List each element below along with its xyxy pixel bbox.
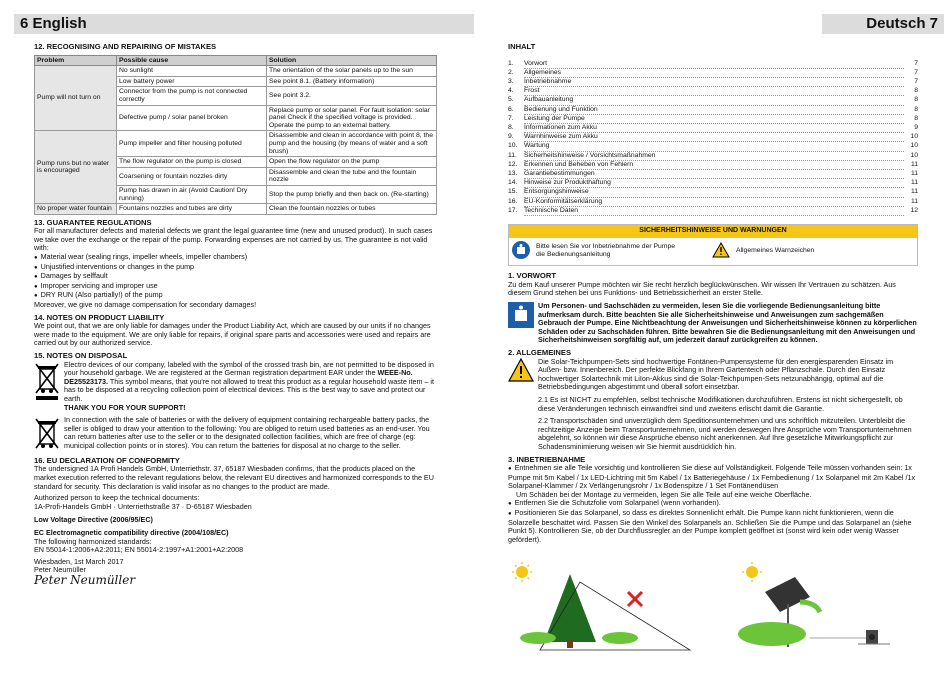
auth-person: Authorized person to keep the technical documents: (34, 493, 200, 503)
warning-triangle-icon (712, 242, 730, 262)
toc-number: 1. (508, 59, 514, 67)
list-item-continuation: Um Schäden bei der Montage zu vermeiden, legen Sie alle Teile auf eine weiche Oberfläche. (516, 489, 812, 499)
sun-icon (742, 562, 762, 582)
place-date: Wiesbaden, 1st March 2017 (34, 556, 124, 566)
pump-icon (810, 630, 890, 644)
warning-icon (508, 358, 538, 452)
toc-title-text: Garantiebestimmungen (524, 170, 904, 179)
thanks-text: THANK YOU FOR YOUR SUPPORT! (64, 402, 186, 412)
table-of-contents (508, 60, 918, 216)
section-1-text: Zu dem Kauf unserer Pumpe möchten wir Sie recht herzlich beglückwünschen. Wir wissen Ihr Vertrauen zu schätzen. Aus diesem Grund stehen bei uns Funktions- und Betriebssicherheit an erster Stelle. (508, 279, 896, 298)
list-item: ● Positionieren Sie das Solarpanel, so dass es direktes Sonnenlicht erhält. Die Pumpe kann nicht funktionieren, wenn die Solarzelle beschattet wird. Passen Sie den Winkel des Solarpanels an. Schließen Sie die Pumpe und das Solarpanel an (siehe Punkt 5). Kontrollieren Sie, ob der Durchflussregler an der Pumpe komplett geöffnet ist (sonst wird kein oder wenig Wasser gefördert). (508, 509, 918, 544)
cause-cell: Coarsening or fountain nozzles dirty (117, 167, 267, 185)
toc-number: 13. (508, 170, 518, 178)
battery-bin-icon (34, 416, 64, 453)
toc-row (508, 106, 918, 115)
section-1-bold: Um Personen- und Sachschäden zu vermeiden, lesen Sie die vorliegende Bedienungsanleitung bitte aufmerksam durch. Bitte beachten Sie alle Sicherheitshinweise und Anweisungen zum sachgemäßen Gebrauch der Pumpe. Eine Nichtbeachtung der Anweisungen und Sicherheitshinweise können zu körperlichen Schäden oder zu Sachschäden führen. Bitte bewahren Sie die Bedienungsanleitung mit den Anweisungen und Sicherheitshinweisen sorgfältig auf, um jederzeit darauf zurückgreifen zu können. (538, 301, 917, 345)
list-item: ● Material wear (sealing rings, impeller wheels, impeller chambers) (34, 253, 437, 263)
toc-page: 11 (910, 160, 918, 168)
toc-row (508, 69, 918, 78)
toc-page: 7 (914, 78, 918, 85)
toc-number: 5. (508, 96, 514, 104)
toc-page: 9 (914, 124, 918, 132)
toc-number: 17. (508, 206, 518, 214)
toc-row (508, 170, 918, 179)
standards-intro: The following harmonized standards: (34, 536, 152, 546)
toc-page: 7 (914, 68, 918, 76)
signature: Peter Neumüller (34, 572, 136, 587)
toc-title-text: Bedienung und Funktion (524, 106, 904, 115)
toc-title-text: Hinweise zur Produkthaftung (524, 179, 904, 188)
toc-row (508, 179, 918, 188)
solution-cell: The orientation of the solar panels up to the sun (267, 66, 437, 77)
read-manual-icon (512, 241, 530, 263)
toc-title-text: Technische Daten (524, 207, 904, 216)
section-13-text: For all manufacturer defects and material defects we grant the legal guarantee time (new and unused product). In such cases we take over the exchange or the repair of the pump. Forwarding expenses are not carried by us. The guarantee is not valid with: (34, 226, 433, 253)
toc-page: 11 (910, 197, 918, 205)
toc-number: 16. (508, 197, 518, 205)
solution-cell: Stop the pump briefly and then back on. (Re-starting) (267, 185, 437, 203)
section-16-text: The undersigned 1A Profi Handels GmbH, Unterriethstr. 37, 65187 Wiesbaden confirms, that the products placed on the market execution referred to the relevant regulations below, the relevant EU directives and harmonized corresponds to the EU standard for security. This declaration is valid insofar as no changes to the product are made. (34, 464, 434, 491)
pond-icon (520, 632, 556, 644)
pond-icon (738, 622, 806, 646)
toc-number: 9. (508, 133, 514, 141)
safety-box (508, 224, 918, 266)
section-12-title: 12. RECOGNISING AND REPAIRING OF MISTAKES (34, 42, 217, 51)
toc-row (508, 87, 918, 96)
toc-number: 10. (508, 142, 518, 150)
section-15-text2: This symbol means, that you're not allowed to treat this product as a regular household waste item – it has to be disposed at a recycling collection point of electrical devices. This is the best way to save and protect our earth. (64, 376, 435, 403)
section-15-title: 15. NOTES ON DISPOSAL (34, 351, 128, 360)
list-item: ● Improper servicing and improper use (34, 282, 437, 292)
crossed-bin-icon (34, 361, 64, 413)
section-2-1: 2.1 Es ist NICHT zu empfehlen, selbst technische Modifikationen durchzuführen. Erstens ist nicht sichergestellt, ob diese Veränderungen technisch einwandfrei sind und zweitens erlischt damit die Garantie. (538, 394, 903, 413)
table-row (35, 66, 437, 77)
list-item: ● Entnehmen sie alle Teile vorsichtig und kontrollieren Sie diese auf Vollständigkeit. Folgende Teile müssen vorhanden sein: 1x Pumpe mit 5m Kabel / 1x LED-Lichtring mit 5m Kabel / 1x Batteriegehäuse / 1x Fernbedienung / 1x Solarpanel mit 2m Kabel /1x Solarpanel-Klammer / 2x Verlängerungsrohr / 1x Bodenspitze / 1 Set Fontänendüsen (508, 464, 918, 491)
section-14-text: We point out, that we are only liable for damages under the Product Liability Act, which are caused by our units if no changes were made to the equipment. We are only liable for repairs, if original spare parts and accessories were used and repairs are carried out by our authorized service. (34, 321, 431, 348)
solution-cell: Clean the fountain nozzles or tubes (267, 204, 437, 215)
low-voltage-directive: Low Voltage Directive (2006/95/EC) (34, 515, 153, 525)
toc-row (508, 133, 918, 142)
manual-icon (508, 302, 538, 345)
toc-page: 8 (914, 114, 918, 122)
toc-row (508, 161, 918, 170)
toc-page: 12 (910, 206, 918, 214)
cause-cell: The flow regulator on the pump is closed (117, 157, 267, 168)
toc-title-text: Warnhinweise zum Akku (524, 133, 904, 142)
toc-title-text: Wartung (524, 142, 904, 151)
cause-cell: Low battery power (117, 76, 267, 87)
toc-page: 10 (910, 142, 918, 150)
section-13-end: Moreover, we give no damage compensation for secondary damages! (34, 300, 257, 310)
toc-title-text: Sicherheitshinweise / Vorsichtsmaßnahmen (524, 152, 904, 161)
toc-row (508, 115, 918, 124)
disposal-block (34, 361, 437, 413)
toc-row (508, 188, 918, 197)
problem-cell: No proper water fountain (35, 204, 117, 215)
toc-page: 11 (910, 179, 918, 187)
toc-row (508, 124, 918, 133)
table-header-cause: Possible cause (117, 55, 267, 66)
toc-number: 7. (508, 114, 514, 122)
toc-title-text: Frost (524, 87, 904, 96)
signer-name: Peter Neumüller (34, 565, 86, 575)
pond-icon (602, 632, 638, 644)
toc-row (508, 152, 918, 161)
toc-row (508, 142, 918, 151)
section-3-title: 3. INBETRIEBNAHME (508, 454, 586, 464)
toc-row (508, 96, 918, 105)
section-1-title: 1. VORWORT (508, 271, 556, 281)
list-item: ● Damages by selffault (34, 272, 437, 282)
page-header-left: 6 English (14, 14, 474, 34)
safety-title: SICHERHEITSHINWEISE UND WARNUNGEN (509, 225, 917, 238)
right-column (508, 43, 918, 544)
cause-cell: Defective pump / solar panel broken (117, 105, 267, 131)
toc-page: 11 (910, 170, 918, 178)
left-column (34, 42, 437, 587)
battery-block (34, 416, 437, 453)
toc-page: 8 (914, 87, 918, 95)
cause-cell: Fountains nozzles and tubes are dirty (117, 204, 267, 215)
weee-number: WEEE-No. DE25523173. (64, 368, 413, 386)
problem-cell: Pump runs but no water is encouraged (35, 131, 117, 204)
toc-number: 11. (508, 151, 517, 159)
table-header-solution: Solution (267, 55, 437, 66)
table-row (35, 131, 437, 157)
problem-cell: Pump will not turn on (35, 66, 117, 131)
toc-row (508, 78, 918, 87)
cause-cell: No sunlight (117, 66, 267, 77)
solution-cell: See point 3.2. (267, 87, 437, 105)
safety-read-text: Bitte lesen Sie vor Inbetriebnahme der Pumpe die Bedienungsanleitung (536, 242, 676, 259)
emc-directive: EC Electromagnetic compatibility directive (2004/108/EC) (34, 527, 229, 537)
toc-title-text: Inbetriebnahme (524, 78, 904, 87)
toc-number: 12. (508, 160, 518, 168)
toc-title-text: EU-Konformitätserklärung (524, 198, 904, 207)
section-2-title: 2. ALLGEMEINES (508, 347, 572, 357)
table-row (35, 204, 437, 215)
cross-mark-icon (628, 592, 642, 606)
toc-page: 8 (914, 96, 918, 104)
solution-cell: Disassemble and clean in accordance with point 8, the pump and the housing (by means of water and a soft brush) (267, 131, 437, 157)
battery-text: In connection with the sale of batteries or with the delivery of equipment containing rechargeable battery packs, the seller is obliged to draw your attention to the following: You are obliged to return used batteries as an end-user. You can return batteries after use to the seller or to the designated collection facilities, which are free of charge (eg: municipal collection points or in stores). You can return the batteries for disposal at no charge to the seller. (64, 415, 430, 450)
toc-page: 11 (910, 188, 918, 196)
solution-cell: See point 8.1. (Battery information) (267, 76, 437, 87)
toc-title-text: Allgemeines (524, 69, 904, 78)
toc-row (508, 60, 918, 69)
list-item: ● Entfernen Sie die Schutzfolie vom Solarpanel (wenn vorhanden). (508, 499, 918, 509)
solar-placement-illustration (510, 562, 930, 662)
toc-title-text: Leistung der Pumpe (524, 115, 904, 124)
toc-title-text: Informationen zum Akku (524, 124, 904, 133)
solution-cell: Disassemble and clean the tube and the fountain nozzle (267, 167, 437, 185)
toc-title-text: Aufbauanleitung (524, 96, 904, 105)
toc-page: 10 (910, 151, 918, 159)
toc-title-text: Entsorgungshinweise (524, 188, 904, 197)
tree-icon (544, 574, 596, 642)
troubleshooting-table (34, 55, 437, 215)
toc-number: 15. (508, 188, 518, 196)
toc-number: 2. (508, 68, 514, 76)
toc-row (508, 198, 918, 207)
toc-page: 7 (914, 59, 918, 67)
toc-number: 3. (508, 78, 514, 85)
toc-title-text: Erkennen und Beheben von Fehlern (524, 161, 904, 170)
toc-number: 6. (508, 105, 514, 113)
toc-number: 8. (508, 124, 514, 132)
toc-page: 10 (910, 133, 918, 141)
toc-number: 4. (508, 87, 514, 95)
toc-page: 8 (914, 105, 918, 113)
section-13-title: 13. GUARANTEE REGULATIONS (34, 217, 152, 227)
toc-number: 14. (508, 179, 518, 187)
toc-title: INHALT (508, 42, 536, 51)
company-address: 1A-Profi-Handels GmbH · Unterriethstraße 37 · D-65187 Wiesbaden (34, 501, 252, 511)
cause-cell: Connector from the pump is not connected correctly (117, 87, 267, 105)
standards-list: EN 55014-1:2006+A2:2011; EN 55014-2:1997+A1:2001+A2:2008 (34, 545, 244, 555)
table-header-problem: Problem (35, 55, 117, 66)
section-16-title: 16. EU DECLARATION OF CONFORMITY (34, 455, 180, 465)
solution-cell: Replace pump or solar panel. For fault isolation: solar panel Check if the specified voltage is provided. Operate the pump to an external battery. (267, 105, 437, 131)
section-14-title: 14. NOTES ON PRODUCT LIABILITY (34, 312, 165, 322)
sun-icon (512, 562, 532, 582)
toc-title-text: Vorwort (524, 60, 904, 69)
cause-cell: Pump impeller and filter housing polluted (117, 131, 267, 157)
list-item: ● DRY RUN (Also partially!) of the pump (34, 291, 437, 301)
section-2-2: 2.2 Transportschäden sind unverzüglich dem Speditionsunternehmen und uns schriftlich mitzuteilen. Unterbleibt die rechtzeitige Anzeige beim Transportunternehmen, und werden deswegen Ihre Ansprüche vom Transportunternehmen abgelehnt, so können wir diese Ansprüche ebenso nicht anerkennen. Auf Ihre gesetzliche Mitwirkungspflicht zur Schadensminimierung weisen wir Sie hiermit ausdrücklich hin. (538, 416, 912, 451)
cause-cell: Pump has drawn in air (Avoid Caution! Dry running) (117, 185, 267, 203)
section-2-text: Die Solar-Teichpumpen-Sets sind hochwertige Fontänen-Pumpensysteme für den energiesparenden Einsatz im Außen- bzw. Innenbereich. Der perfekte Blickfang in Ihrem Gartenteich oder Pflanzschale. Durch den Einsatz hochwertiger Solartechnik mit LiIon-Akkus sind die Solar-Teichpumpen-Sets netzunabhängig, optimal auf die Betriebsbedingungen abgestimmt und überall sofort einsetzbar. (538, 356, 894, 392)
safety-warn-text: Allgemeines Warnzeichen (736, 247, 815, 255)
list-item: ● Unjustified interventions or changes in the pump (34, 263, 437, 273)
toc-row (508, 207, 918, 216)
solution-cell: Open the flow regulator on the pump (267, 157, 437, 168)
section-15-text1: Electro devices of our company, labeled with the symbol of the crossed trash bin, are not permitted to be disposed in your household garbage. We are registered at the German registration department EAR under the (64, 359, 434, 378)
page-header-right: Deutsch 7 (822, 14, 944, 34)
